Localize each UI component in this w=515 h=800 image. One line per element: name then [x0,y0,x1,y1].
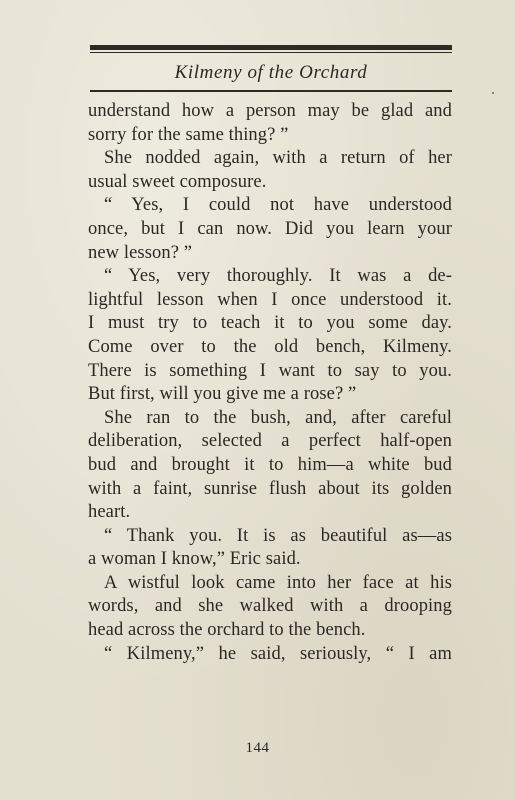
text-line: new lesson? ” [88,242,193,263]
text-line: I must try to teach it to you some day. [88,313,452,334]
text-line: with a faint, sunrise flush about its golden [88,478,452,499]
text-line: lightful lesson when I once understood it. [88,289,452,310]
text-line: bud and brought it to him—a white bud [88,454,452,475]
text-line: There is something I want to say to you. [88,360,452,381]
text-line: She ran to the bush, and, after careful [104,407,452,428]
text-line: usual sweet composure. [88,171,267,192]
text-line: Come over to the old bench, Kilmeny. [88,336,452,357]
text-line: She nodded again, with a return of her [104,148,452,169]
text-line: words, and she walked with a drooping [88,596,452,617]
text-line: But first, will you give me a rose? ” [88,384,357,405]
header-rule-thick [90,45,452,50]
text-line: a woman I know,” Eric said. [88,549,301,570]
header-rule-thin [90,52,452,53]
text-line: understand how a person may be glad and [88,101,452,121]
running-head: Kilmeny of the Orchard [174,62,368,83]
text-line: deliberation, selected a perfect half-open [88,431,452,452]
text-line: once, but I can now. Did you learn your [88,218,452,239]
text-line: “ Yes, I could not have understood [104,195,452,216]
header-rule-under [90,90,452,92]
text-line: head across the orchard to the bench. [88,620,366,641]
text-line: A wistful look came into her face at his [104,572,452,593]
text-line: “ Yes, very thoroughly. It was a de- [104,266,452,287]
text-line: sorry for the same thing? ” [88,124,289,145]
paper-speck [492,92,494,94]
text-line: “ Thank you. It is as beautiful as—as [104,525,452,546]
text-line: “ Kilmeny,” he said, seriously, “ I am [104,643,452,664]
text-line: heart. [88,502,131,523]
body-text [88,100,452,666]
page-number: 144 [245,740,270,756]
